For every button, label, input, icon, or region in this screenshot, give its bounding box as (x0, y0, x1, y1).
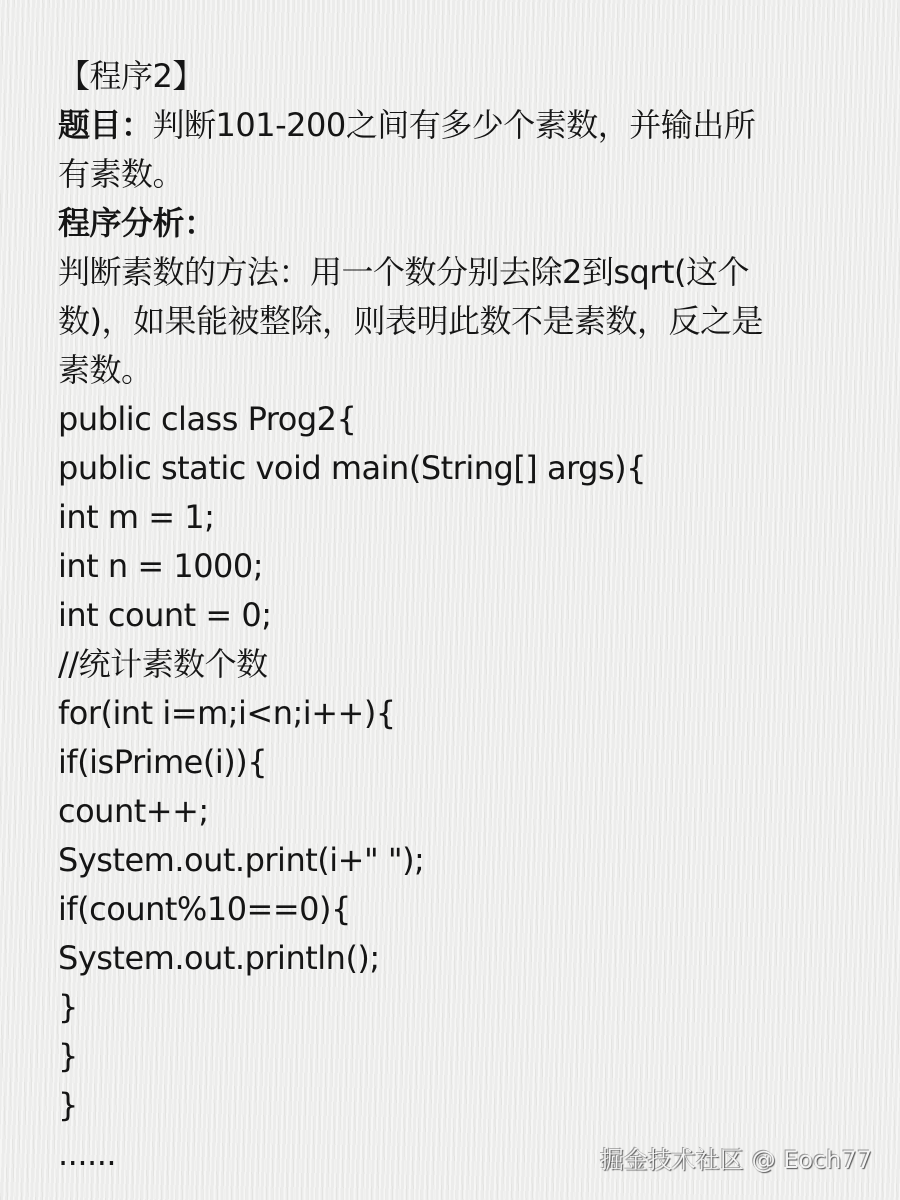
code-line: } (58, 1086, 78, 1124)
code-line: System.out.println(); (58, 939, 380, 977)
code-line: } (58, 988, 78, 1026)
title-text-continued: 有素数。 (58, 155, 185, 193)
code-line: System.out.print(i+" "); (58, 841, 425, 879)
analysis-line: 判断素数的方法：用一个数分别去除2到sqrt(这个 (58, 253, 750, 291)
program-heading: 【程序2】 (58, 57, 204, 95)
code-line: if(count%10==0){ (58, 890, 351, 928)
code-line: public class Prog2{ (58, 400, 357, 438)
code-line: int count = 0; (58, 596, 272, 634)
code-line: for(int i=m;i<n;i++){ (58, 694, 396, 732)
code-line: count++; (58, 792, 209, 830)
code-line: //统计素数个数 (58, 645, 268, 683)
document-body (58, 52, 858, 1179)
code-line: int n = 1000; (58, 547, 264, 585)
title-text: 判断101-200之间有多少个素数，并输出所 (152, 106, 756, 144)
analysis-label: 程序分析： (58, 204, 216, 242)
code-line: } (58, 1037, 78, 1075)
analysis-line: 数)，如果能被整除，则表明此数不是素数，反之是 (58, 302, 763, 340)
title-label: 题目： (58, 106, 153, 144)
code-line: public static void main(String[] args){ (58, 449, 646, 487)
code-line: int m = 1; (58, 498, 215, 536)
analysis-line: 素数。 (58, 351, 153, 389)
code-line: ...... (58, 1135, 117, 1173)
watermark: 掘金技术社区 @ Eoch77 (599, 1146, 872, 1174)
title-line (58, 101, 858, 150)
code-line: if(isPrime(i)){ (58, 743, 268, 781)
